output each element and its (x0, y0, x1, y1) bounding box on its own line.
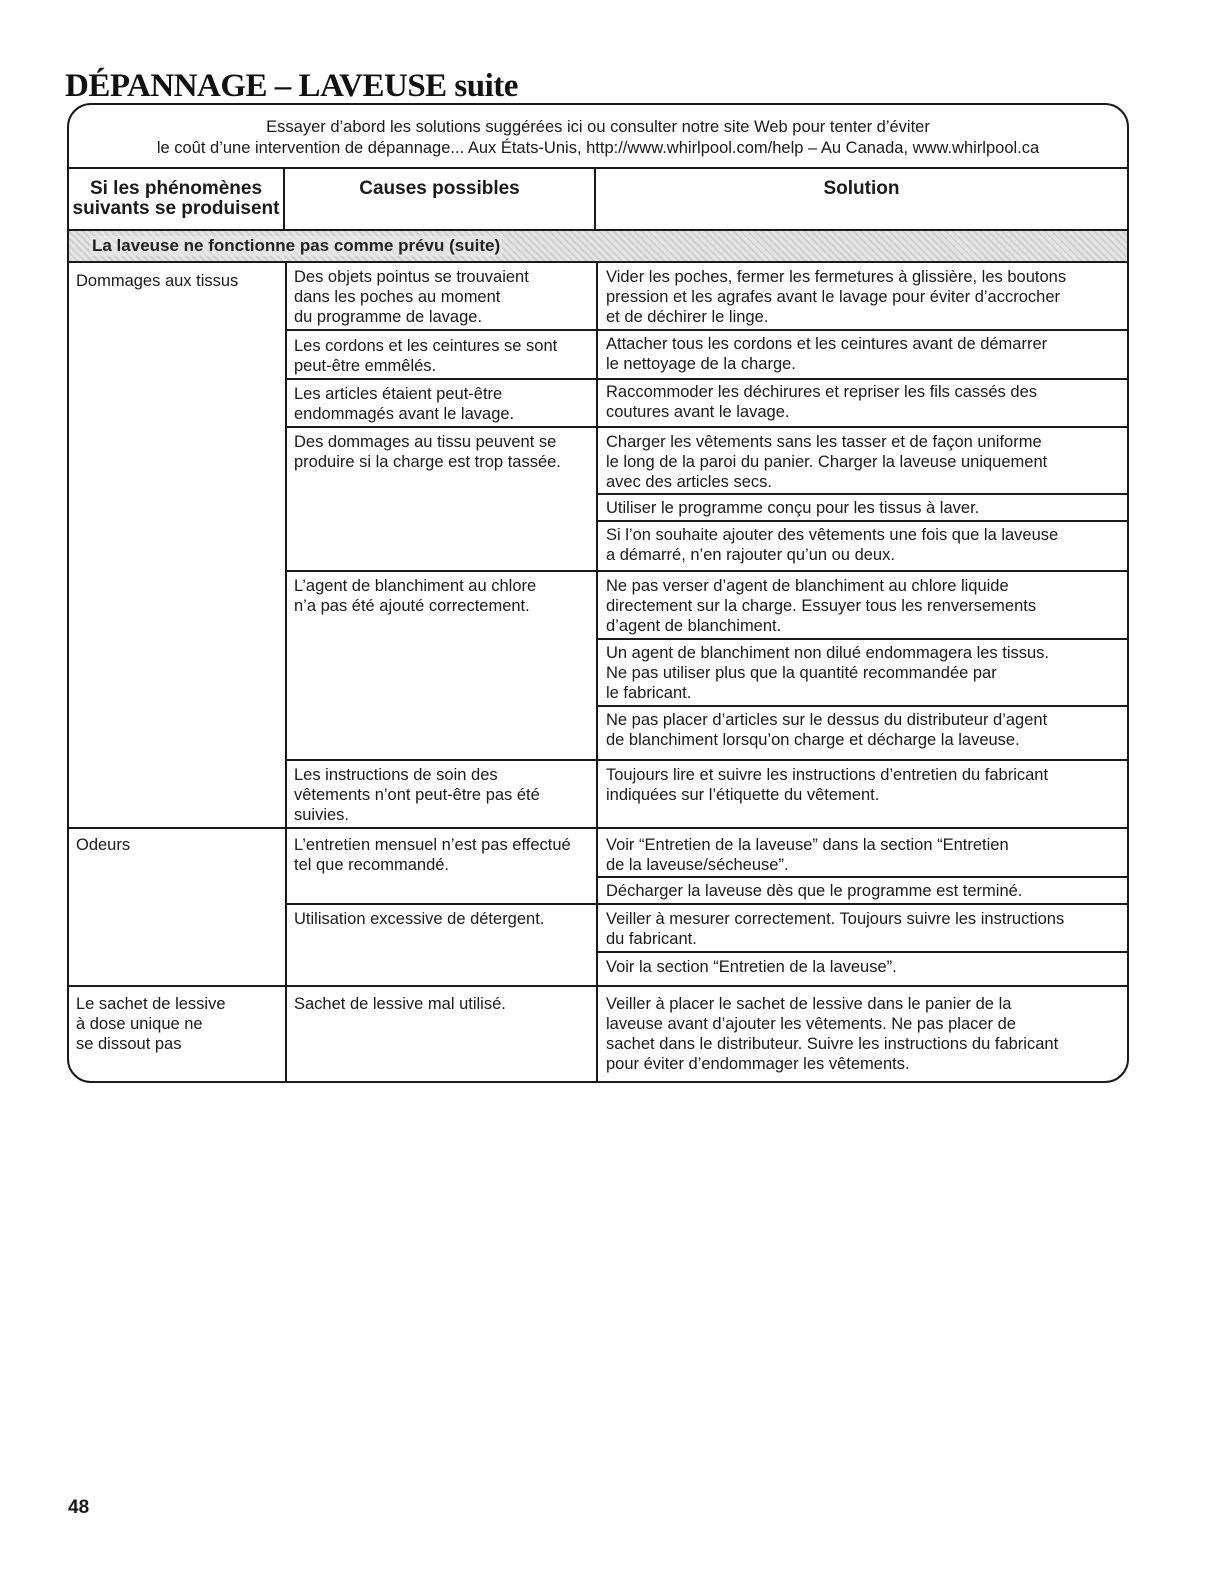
solution-cell: Ne pas placer d’articles sur le dessus du distributeur d’agent de blanchiment lorsqu’on charge et décharge la laveuse. (606, 711, 1048, 749)
row-divider (596, 876, 1127, 878)
cause-cell: Sachet de lessive mal utilisé. (294, 995, 506, 1013)
solution-cell: Toujours lire et suivre les instructions d’entretien du fabricant indiquées sur l’étiquette du vêtement. (606, 766, 1049, 804)
column-divider (285, 263, 287, 1081)
solution-cell: Veiller à placer le sachet de lessive dans le panier de la laveuse avant d’ajouter les vêtements. Ne pas placer de sachet dans le distributeur. Suivre les instructions du fabricant pour éviter d’endommager les vêtements. (606, 995, 1059, 1073)
row-divider (285, 759, 1127, 761)
row-divider (69, 985, 1127, 987)
problem-cell: Odeurs (76, 836, 131, 854)
cause-cell: Des dommages au tissu peuvent se produire si la charge est trop tassée. (294, 433, 561, 471)
row-divider (285, 378, 1127, 380)
header-solution: Solution (823, 178, 900, 199)
section-band (69, 231, 1127, 263)
cause-cell: Les cordons et les ceintures se sont peut-être emmêlés. (294, 337, 558, 375)
solution-cell: Un agent de blanchiment non dilué endommagera les tissus. Ne pas utiliser plus que la quantité recommandée par le fabricant. (606, 644, 1050, 702)
row-divider (596, 520, 1127, 522)
intro-line-2: le coût d’une intervention de dépannage... Aux États-Unis, http://www.whirlpool.com/help – Au Canada, www.whirlpool.ca (156, 139, 1040, 157)
solution-cell: Vider les poches, fermer les fermetures à glissière, les boutons pression et les agrafes avant le lavage pour éviter d’accrocher et de déchirer le linge. (606, 268, 1067, 326)
solution-cell: Veiller à mesurer correctement. Toujours suivre les instructions du fabricant. (606, 910, 1065, 948)
solution-cell: Voir “Entretien de la laveuse” dans la section “Entretien de la laveuse/sécheuse”. (606, 836, 1009, 874)
row-divider (285, 426, 1127, 428)
solution-cell: Attacher tous les cordons et les ceintures avant de démarrer le nettoyage de la charge. (606, 335, 1048, 373)
intro-note (69, 105, 1127, 169)
intro-line-1: Essayer d’abord les solutions suggérées ici ou consulter notre site Web pour tenter d’éviter (266, 118, 930, 136)
section-title: La laveuse ne fonctionne pas comme prévu (suite) (92, 236, 501, 255)
problem-cell: Dommages aux tissus (76, 272, 239, 290)
row-divider (596, 493, 1127, 495)
table-header (69, 169, 1127, 231)
cause-cell: Les instructions de soin des vêtements n’ont peut-être pas été suivies. (294, 766, 540, 824)
solution-cell: Si l’on souhaite ajouter des vêtements une fois que la laveuse a démarré, n’en rajouter qu’un ou deux. (606, 526, 1059, 564)
page-title: DÉPANNAGE – LAVEUSE suite (65, 68, 518, 104)
header-problem: Si les phénomènes suivants se produisent (69, 169, 285, 229)
row-divider (596, 638, 1127, 640)
cause-cell: Les articles étaient peut-être endommagés avant le lavage. (294, 385, 515, 423)
solution-cell: Utiliser le programme conçu pour les tissus à laver. (606, 499, 980, 517)
cause-cell: L’agent de blanchiment au chlore n’a pas été ajouté correctement. (294, 577, 537, 615)
page-number: 48 (68, 1497, 90, 1518)
row-divider (596, 951, 1127, 953)
row-divider (69, 827, 1127, 829)
solution-cell: Raccommoder les déchirures et repriser les fils cassés des coutures avant le lavage. (606, 383, 1037, 421)
row-divider (285, 570, 1127, 572)
row-divider (285, 903, 1127, 905)
solution-cell: Décharger la laveuse dès que le programme est terminé. (606, 882, 1023, 900)
cause-cell: L’entretien mensuel n’est pas effectué tel que recommandé. (294, 836, 571, 874)
row-divider (596, 705, 1127, 707)
row-divider (285, 329, 1127, 331)
solution-cell: Voir la section “Entretien de la laveuse”. (606, 958, 897, 976)
troubleshooting-table (67, 103, 1129, 1083)
problem-cell: Le sachet de lessive à dose unique ne se dissout pas (76, 995, 226, 1053)
header-causes: Causes possibles (285, 169, 596, 229)
cause-cell: Des objets pointus se trouvaient dans les poches au moment du programme de lavage. (294, 268, 529, 326)
solution-cell: Charger les vêtements sans les tasser et de façon uniforme le long de la paroi du panier. Charger la laveuse uniquement avec des articles secs. (606, 433, 1048, 491)
cause-cell: Utilisation excessive de détergent. (294, 910, 545, 928)
solution-cell: Ne pas verser d’agent de blanchiment au chlore liquide directement sur la charge. Essuyer tous les renversements d’agent de blanchiment. (606, 577, 1037, 635)
column-divider (596, 263, 598, 1081)
